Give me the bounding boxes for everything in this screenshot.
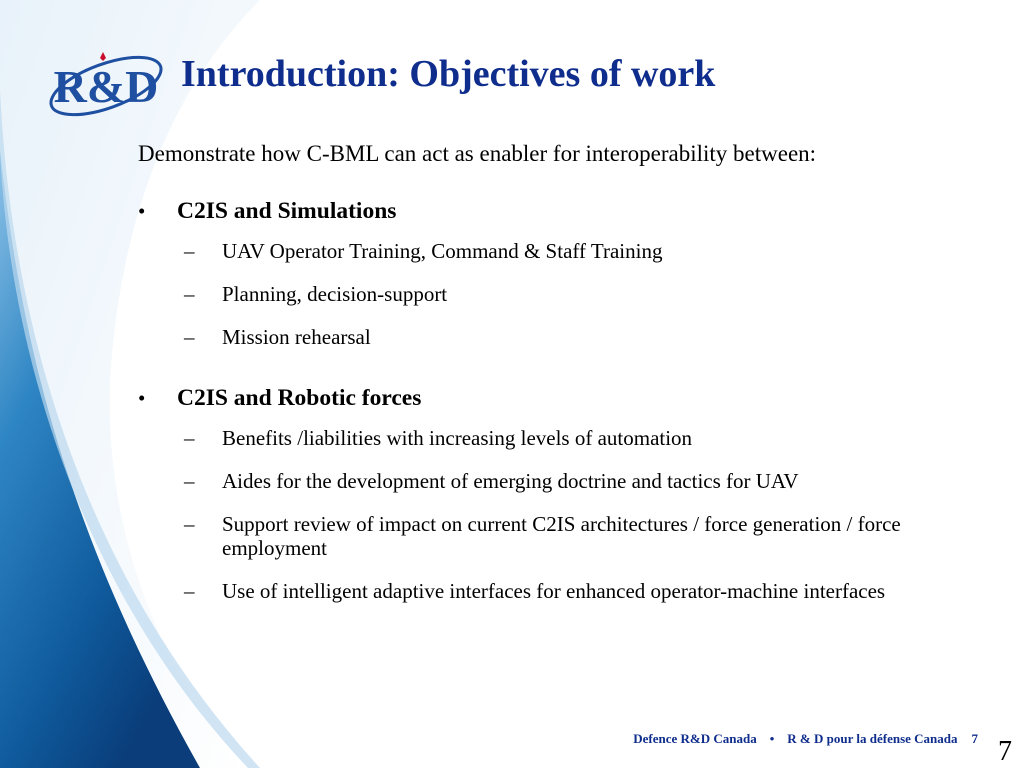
sub-list: [138, 426, 1008, 603]
footer-org-en: Defence R&D Canada: [633, 731, 757, 746]
bullet-marker: •: [138, 199, 146, 223]
sub-list-item: – Support review of impact on current C2IS architectures / force generation / force employment: [184, 512, 901, 560]
footer-page-number: 7: [971, 731, 978, 746]
sub-list-item: – Mission rehearsal: [184, 325, 371, 349]
sub-list-item: – Use of intelligent adaptive interfaces for enhanced operator-machine interfaces: [184, 579, 886, 603]
footer-org-fr: R & D pour la défense Canada: [787, 731, 958, 746]
bullet-label: C2IS and Simulations: [177, 198, 397, 224]
bullet-marker: •: [138, 386, 146, 410]
bullet-item: [138, 385, 1008, 412]
slide-title: Introduction: Objectives of work: [181, 53, 716, 95]
svg-text:R&D: R&D: [53, 61, 159, 112]
footer: [633, 731, 978, 747]
rd-logo: [44, 40, 168, 128]
bullet-group-simulations: [138, 198, 1008, 349]
intro-text: Demonstrate how C-BML can act as enabler for interoperability between:: [138, 141, 817, 166]
sub-list-item: – Planning, decision-support: [184, 282, 448, 306]
bullet-item: [138, 198, 1008, 225]
sub-list-item: – Benefits /liabilities with increasing levels of automation: [184, 426, 693, 450]
bullet-group-robotic: [138, 385, 1008, 603]
slide-content: [138, 140, 1008, 622]
bullet-label: C2IS and Robotic forces: [177, 385, 422, 411]
sub-list-item: – Aides for the development of emerging doctrine and tactics for UAV: [184, 469, 799, 493]
sub-list-item: – UAV Operator Training, Command & Staff Training: [184, 239, 663, 263]
sub-list: [138, 239, 1008, 349]
slide-number: 7: [998, 736, 1012, 767]
footer-separator: •: [769, 731, 775, 746]
